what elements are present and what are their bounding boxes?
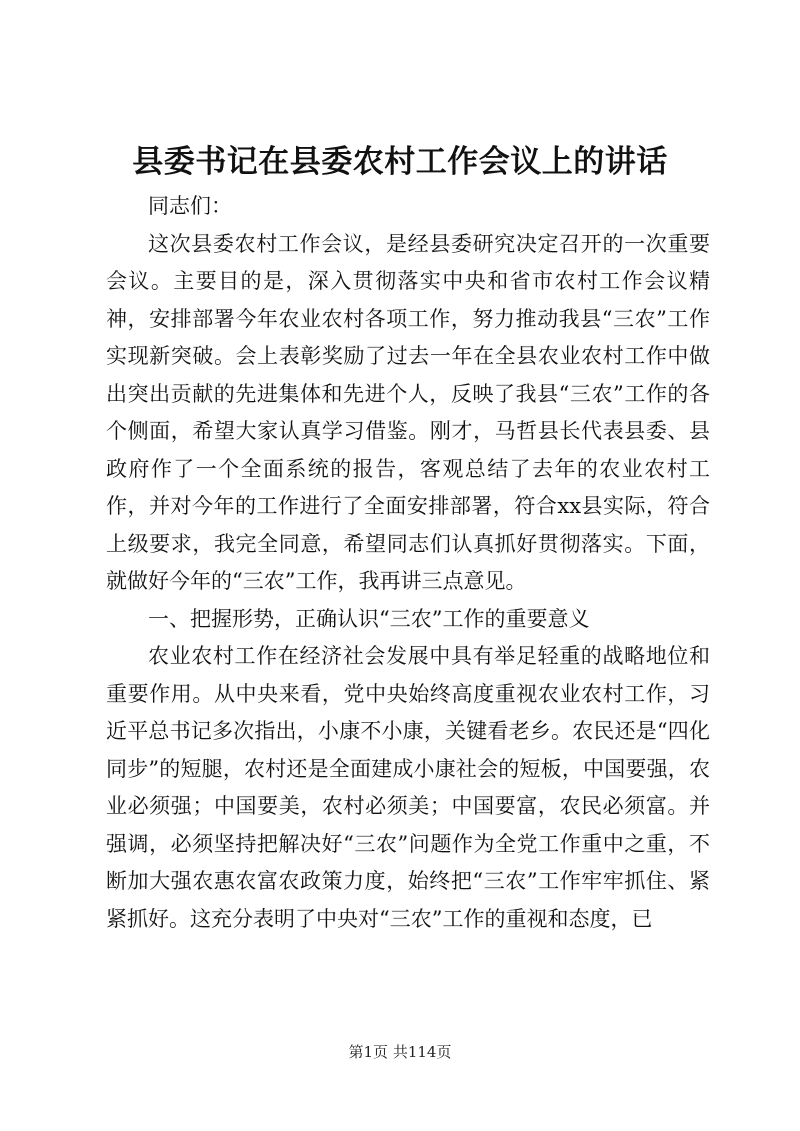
page-footer: 第1页 共114页 xyxy=(348,1043,452,1061)
section-heading-1: 一、把握形势，正确认识“三农”工作的重要意义 xyxy=(148,606,590,631)
salutation: 同志们： xyxy=(148,194,232,218)
document-body xyxy=(106,188,710,938)
paragraph-section-1: 农业农村工作在经济社会发展中具有举足轻重的战略地位和重要作用。从中央来看，党中央始终高度重视农业农村工作，习近平总书记多次指出，小康不小康，关键看老乡。农民还是“四化同步”的短腿，农村还是全面建成小康社会的短板，中国要强，农业必须强；中国要美，农村必须美；中国要富，农民必须富。并强调，必须坚持把解决好“三农”问题作为全党工作重中之重，不断加大强农惠农富农政策力度，始终把“三农”工作牢牢抓住、紧紧抓好。这充分表明了中央对“三农”工作的重视和态度，已 xyxy=(106,644,710,931)
paragraph-opening: 这次县委农村工作会议，是经县委研究决定召开的一次重要会议。主要目的是，深入贯彻落实中央和省市农村工作会议精神，安排部署今年农业农村各项工作，努力推动我县“三农”工作实现新突破。会上表彰奖励了过去一年在全县农业农村工作中做出突出贡献的先进集体和先进个人，反映了我县“三农”工作的各个侧面，希望大家认真学习借鉴。刚才，马哲县长代表县委、县政府作了一个全面系统的报告，客观总结了去年的农业农村工作，并对今年的工作进行了全面安排部署，符合xx县实际，符合上级要求，我完全同意，希望同志们认真抓好贯彻落实。下面，就做好今年的“三农”工作，我再讲三点意见。 xyxy=(106,231,710,593)
document-title: 县委书记在县委农村工作会议上的讲话 xyxy=(132,144,668,180)
